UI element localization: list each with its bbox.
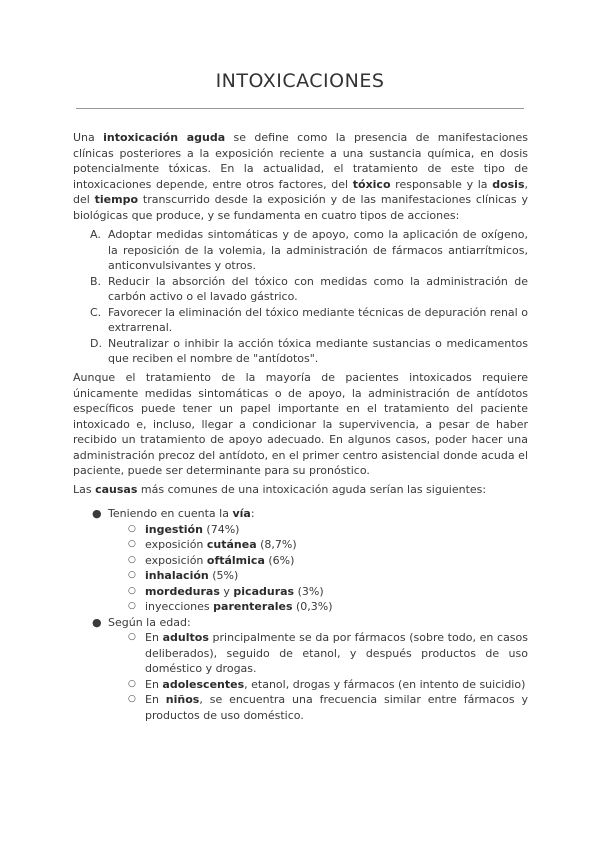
circle-bullet-icon: ○ xyxy=(128,694,136,704)
list-item xyxy=(90,305,528,336)
sub-bold: inhalación xyxy=(145,569,209,582)
sub-text: (74%) xyxy=(202,522,240,536)
intro-bold-term: tiempo xyxy=(94,193,139,206)
list-marker: B. xyxy=(90,274,102,288)
circle-bullet-icon: ○ xyxy=(128,554,136,565)
sublist-item xyxy=(108,584,528,600)
list-marker: D. xyxy=(90,336,102,350)
sub-text: principalmente se da por fármacos (sobre todo, en casos deliberados), seguido de etanol, y después productos de uso doméstico y drogas. xyxy=(145,631,529,675)
sub-bold: cutánea xyxy=(206,538,257,551)
causes-list xyxy=(90,506,528,723)
bullet-icon: ● xyxy=(92,615,102,629)
sub-text: exposición xyxy=(145,538,207,551)
list-item-by-route xyxy=(90,506,528,615)
circle-bullet-icon: ○ xyxy=(128,601,136,611)
sub-text: (6%) xyxy=(264,553,295,567)
list-item-text: Favorecer la eliminación del tóxico mediante técnicas de depuración renal o extrarrenal. xyxy=(108,305,528,334)
intro-paragraph xyxy=(73,130,528,223)
age-sublist xyxy=(108,630,528,723)
sub-text: inyecciones xyxy=(145,600,214,613)
causes-text: más comunes de una intoxicación aguda serían las siguientes: xyxy=(137,483,487,496)
list-item xyxy=(90,227,528,274)
intro-text: responsable y la xyxy=(390,177,493,191)
circle-bullet-icon: ○ xyxy=(128,678,136,689)
sub-bold: adolescentes xyxy=(162,677,245,691)
circle-bullet-icon: ○ xyxy=(128,570,136,580)
sub-text: En xyxy=(145,631,163,644)
causes-intro xyxy=(73,482,528,498)
actions-list xyxy=(90,227,528,367)
causes-bold-term: causas xyxy=(95,483,138,496)
sub-text: En xyxy=(145,677,163,691)
sub-text: (8,7%) xyxy=(256,538,297,551)
list-marker: A. xyxy=(90,228,101,241)
sub-bold: mordeduras xyxy=(145,584,220,598)
sub-text: (0,3%) xyxy=(292,600,333,613)
list-marker: C. xyxy=(90,305,102,319)
sub-bold: oftálmica xyxy=(206,553,265,567)
bullet-icon: ● xyxy=(92,507,102,520)
intro-text: , del xyxy=(73,177,528,206)
age-label: Según la edad: xyxy=(108,615,191,629)
sublist-item xyxy=(108,553,528,569)
sub-text: En xyxy=(145,693,166,706)
list-item xyxy=(90,336,528,367)
sub-text: , se encuentra una frecuencia similar entre fármacos y productos de uso doméstico. xyxy=(145,693,528,722)
sub-bold: adultos xyxy=(162,631,209,644)
intro-bold-term: tóxico xyxy=(352,177,391,191)
list-item-text: Reducir la absorción del tóxico con medidas como la administración de carbón activo o el lavado gástrico. xyxy=(108,274,528,303)
route-bold: vía xyxy=(232,507,251,520)
list-item-text: Neutralizar o inhibir la acción tóxica mediante sustancias o medicamentos que reciben el nombre de "antídotos". xyxy=(108,336,528,365)
circle-bullet-icon: ○ xyxy=(128,523,136,534)
sub-bold: ingestión xyxy=(145,522,203,536)
intro-text: Una xyxy=(73,131,104,144)
circle-bullet-icon: ○ xyxy=(128,585,136,596)
list-item-text: Adoptar medidas sintomáticas y de apoyo, como la aplicación de oxígeno, la reposición de la volemia, la administración de fármacos antiarrítmicos, anticonvulsivantes y otros. xyxy=(108,228,528,272)
intro-bold-term: dosis xyxy=(492,177,525,191)
sub-text: exposición xyxy=(145,553,207,567)
circle-bullet-icon: ○ xyxy=(128,539,136,549)
sub-bold: parenterales xyxy=(213,600,293,613)
sublist-item xyxy=(108,630,528,677)
sublist-item xyxy=(108,522,528,538)
sub-bold: picaduras xyxy=(233,584,295,598)
sub-text: (5%) xyxy=(208,569,239,582)
intro-bold-term: intoxicación aguda xyxy=(103,131,226,144)
intro-text: transcurrido desde la exposición y de las manifestaciones clínicas y biológicas que produce, y se fundamenta en cuatro tipos de acciones: xyxy=(73,193,528,222)
list-item-by-age xyxy=(90,615,528,724)
sub-bold: niños xyxy=(165,693,200,706)
list-item xyxy=(90,274,528,305)
sublist-item xyxy=(108,677,528,693)
sublist-item xyxy=(108,599,528,615)
route-colon: : xyxy=(250,507,255,520)
causes-text: Las xyxy=(73,483,96,496)
circle-bullet-icon: ○ xyxy=(128,632,136,642)
sublist-item xyxy=(108,537,528,553)
sub-text: y xyxy=(219,584,234,598)
sublist-item xyxy=(108,568,528,584)
title-divider xyxy=(76,108,524,109)
route-sublist xyxy=(108,522,528,615)
sublist-item xyxy=(108,692,528,723)
intro-text: se define como la presencia de manifestaciones clínicas posteriores a la exposición reciente a una sustancia química, en dosis potencialmente tóxicas. En la actualidad, el tratamiento de este tipo de intoxicaciones depende, entre otros factores, del xyxy=(73,131,528,191)
page-title: INTOXICACIONES xyxy=(215,70,385,92)
treatment-paragraph: Aunque el tratamiento de la mayoría de pacientes intoxicados requiere únicamente medidas sintomáticas o de apoyo, la administración de antídotos específicos puede tener un papel importante en el tratamiento del paciente intoxicado e, incluso, llegar a condicionar la supervivencia, a pesar de haber recibido un tratamiento de apoyo adecuado. En algunos casos, poder hacer una administración precoz del antídoto, en el primer centro asistencial donde acuda el paciente, puede ser determinante para su pronóstico. xyxy=(73,371,528,477)
route-label: Teniendo en cuenta la xyxy=(108,507,233,520)
sub-text: , etanol, drogas y fármacos (en intento de suicidio) xyxy=(244,677,526,691)
sub-text: (3%) xyxy=(294,584,324,598)
